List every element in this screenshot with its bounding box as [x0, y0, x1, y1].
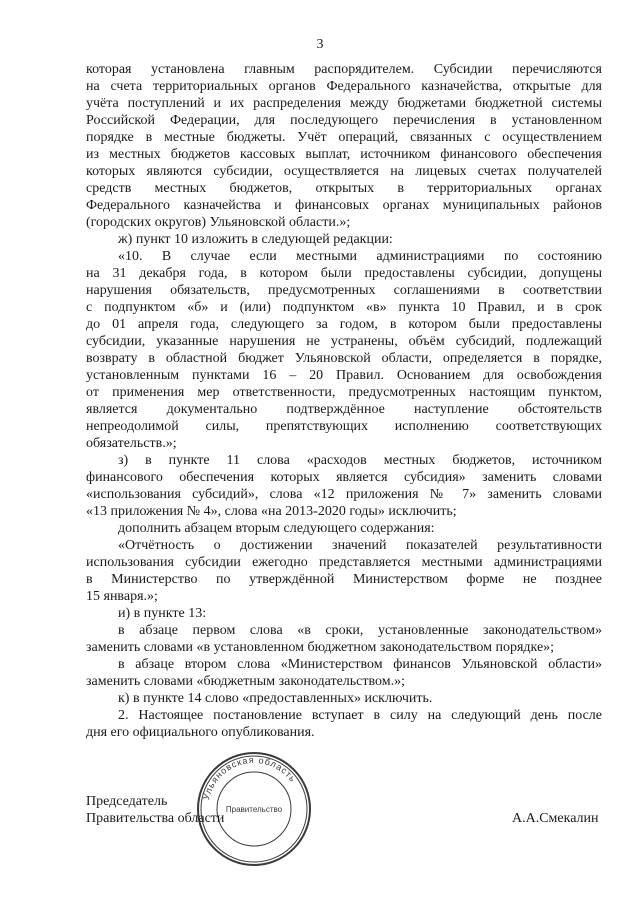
text-line: Федерального казначейства и финансовых органах муниципальных районов: [86, 198, 602, 213]
text-line: на 31 декабря года, в котором были предоставлены субсидии, допущены: [86, 266, 602, 281]
text-line: «13 приложения № 4», слова «на 2013-2020 годы» исключить;: [86, 504, 457, 519]
text-line: заменить словами «в установленном бюджетном законодательством порядке»;: [86, 640, 555, 655]
text-line: з) в пункте 11 слова «расходов местных бюджетов, источником: [118, 453, 602, 468]
text-line: в абзаце первом слова «в сроки, установленные законодательством»: [118, 623, 602, 638]
text-line: из местных бюджетов кассовых выплат, источником финансового обеспечения: [86, 147, 602, 162]
text-line: к) в пункте 14 слово «предоставленных» исключить.: [118, 691, 433, 706]
text-line: нарушения обязательств, предусмотренных соглашениями в соответствии: [86, 283, 602, 298]
text-line: и) в пункте 13:: [118, 606, 207, 621]
text-line: «Отчётность о достижении значений показателей результативности: [118, 538, 602, 553]
text-line: дня его официального опубликования.: [86, 725, 315, 740]
text-line: установленным пунктами 16 – 20 Правил. Основанием для освобождения: [86, 368, 602, 383]
text-line: «10. В случае если местными администрациями по состоянию: [118, 249, 602, 264]
text-line: заменить словами «бюджетным законодательством.»;: [86, 674, 405, 689]
text-line: 15 января.»;: [86, 589, 158, 604]
seal-center-text: Правительство: [225, 805, 283, 814]
text-line: в абзаце втором слова «Министерством финансов Ульяновской области»: [118, 657, 602, 672]
text-line: дополнить абзацем вторым следующего содержания:: [118, 521, 435, 536]
text-line: обязательств.»;: [86, 436, 177, 451]
text-line: в Министерство по утверждённой Министерством форме не позднее: [86, 572, 602, 587]
text-line: до 01 апреля года, следующего за годом, в котором были предоставлены: [86, 317, 602, 332]
signatory-name: А.А.Смекалин: [512, 811, 599, 826]
seal-ring-text: Ульяновская область: [200, 754, 299, 801]
signatory-title-line1: Председатель: [86, 794, 168, 809]
text-line: с подпунктом «б» и (или) подпунктом «в» пункта 10 Правил, и в срок: [86, 300, 602, 315]
text-line: использования субсидии ежегодно представляется местными администрациями: [86, 555, 602, 570]
text-line: возврату в областной бюджет Ульяновской области, определяется в порядке,: [86, 351, 602, 366]
text-line: ж) пункт 10 изложить в следующей редакции:: [118, 232, 393, 247]
text-line: Российской Федерации, для последующего перечисления в установленном: [86, 113, 602, 128]
text-line: «использования субсидий», слова «12 приложения № 7» заменить словами: [86, 487, 602, 502]
signatory-title-line2: Правительства области: [86, 811, 225, 826]
text-line: порядке в местные бюджеты. Учёт операций, связанных с осуществлением: [86, 130, 602, 145]
text-line: непреодолимой силы, препятствующих исполнению соответствующих: [86, 419, 602, 434]
text-line: от применения мер ответственности, предусмотренных настоящим пунктом,: [86, 385, 602, 400]
text-line: средств местных бюджетов, открытых в территориальных органах: [86, 181, 602, 196]
text-line: является документально подтверждённое наступление обстоятельств: [86, 402, 602, 417]
text-line: (городских округов) Ульяновской области.»;: [86, 215, 351, 230]
text-line: которых являются субсидии, осуществляется на лицевых счетах получателей: [86, 164, 602, 179]
text-line: учёта поступлений и их распределения между бюджетами бюджетной системы: [86, 96, 602, 111]
text-line: на счета территориальных органов Федерального казначейства, открытые для: [86, 79, 602, 94]
text-line: 2. Настоящее постановление вступает в силу на следующий день после: [118, 708, 602, 723]
text-line: финансового обеспечения которых является субсидия» заменить словами: [86, 470, 602, 485]
page-number: 3: [316, 37, 324, 52]
text-line: которая установлена главным распорядителем. Субсидии перечисляются: [86, 62, 602, 77]
text-line: субсидии, указанные нарушения не устранены, объём субсидий, подлежащий: [86, 334, 602, 349]
